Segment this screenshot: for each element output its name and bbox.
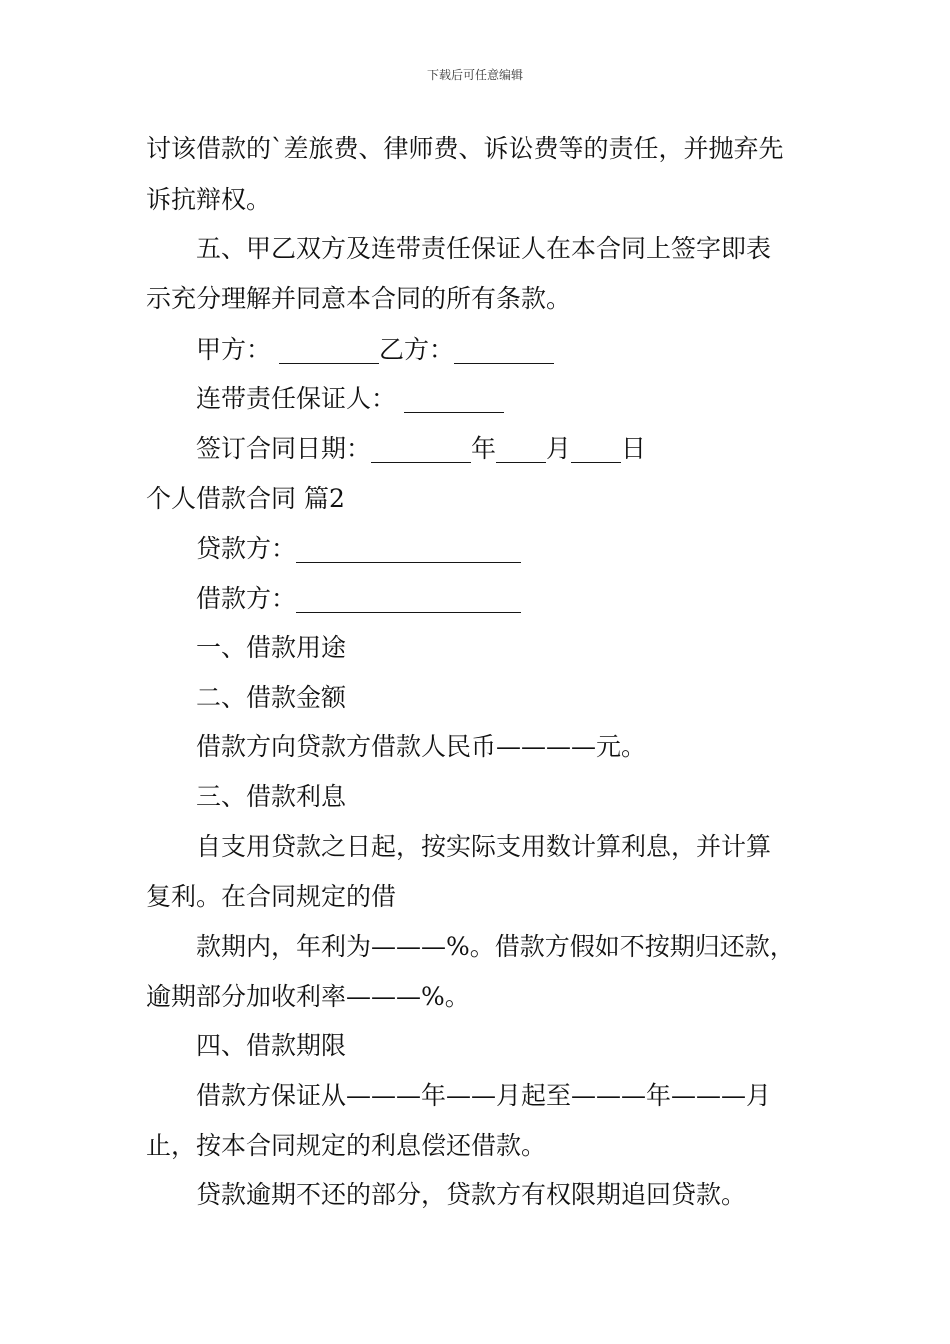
text-line: 借款方向贷款方借款人民币————元。 [196,732,647,761]
borrower-line: 借款方：__________________ [196,584,522,613]
signature-line-guarantor: 连带责任保证人： ________ [196,384,504,413]
clause-heading: 四、借款期限 [196,1031,347,1060]
clause-heading: 三、借款利息 [196,782,347,811]
text-line: 借款方保证从———年——月起至———年———月 [196,1081,772,1110]
text-line: 诉抗辩权。 [146,185,272,214]
clause-heading: 二、借款金额 [196,683,347,712]
text-line: 自支用贷款之日起，按实际支用数计算利息，并计算 [196,832,772,861]
text-line: 逾期部分加收利率———%。 [146,982,470,1011]
text-line: 款期内，年利为———%。借款方假如不按期归还款， [196,932,795,961]
section-heading: 个人借款合同 篇2 [146,484,345,513]
text-line: 五、甲乙双方及连带责任保证人在本合同上签字即表 [196,234,772,263]
clause-heading: 一、借款用途 [196,633,347,662]
text-line: 复利。在合同规定的借 [146,882,397,911]
text-line: 止，按本合同规定的利息偿还借款。 [146,1131,547,1160]
signature-line-date: 签订合同日期：________年____月____日 [196,434,647,463]
text-line: 贷款逾期不还的部分，贷款方有权限期追回贷款。 [196,1180,747,1209]
signature-line-parties: 甲方： ________乙方：________ [196,335,554,364]
text-line: 讨该借款的`差旅费、律师费、诉讼费等的责任，并抛弃先 [146,134,784,163]
lender-line: 贷款方：__________________ [196,534,522,563]
text-line: 示充分理解并同意本合同的所有条款。 [146,284,572,313]
page-header-note: 下载后可任意编辑 [426,68,523,82]
